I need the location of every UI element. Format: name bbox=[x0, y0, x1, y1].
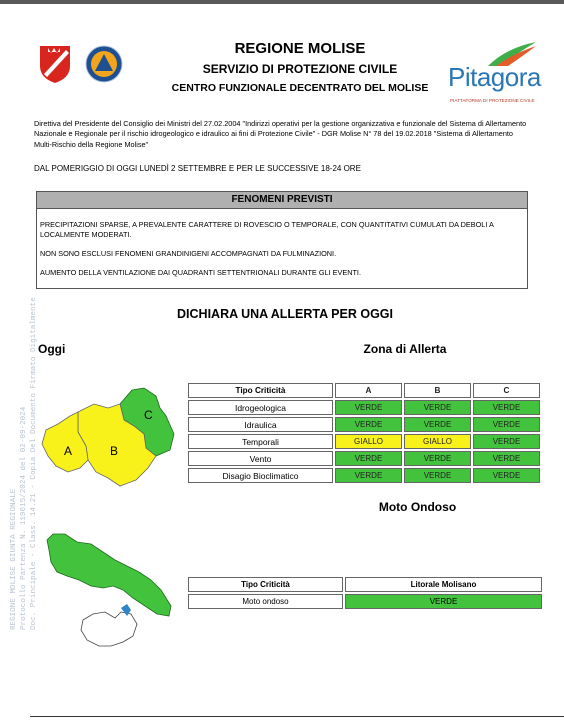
level-cell: VERDE bbox=[473, 468, 540, 483]
pitagora-logo bbox=[448, 40, 542, 110]
table-row bbox=[188, 417, 540, 432]
table-row bbox=[188, 400, 540, 415]
zone-a-label: A bbox=[64, 444, 73, 458]
page-top-border bbox=[0, 0, 564, 4]
level-cell: VERDE bbox=[473, 434, 540, 449]
level-cell: VERDE bbox=[345, 594, 542, 609]
stamp-line-3: Doc. Principale - Class. 14.21 - Copia Del Documento Firmato Digitalmente bbox=[30, 297, 38, 630]
stamp-line-1: REGIONE MOLISE GIUNTA REGIONALE bbox=[10, 488, 18, 630]
table-row bbox=[188, 451, 540, 466]
row-name: Moto ondoso bbox=[188, 594, 343, 609]
level-cell: VERDE bbox=[335, 451, 402, 466]
table-row bbox=[188, 594, 542, 609]
fenomeno-item: NON SONO ESCLUSI FENOMENI GRANDINIGENI ACCOMPAGNATI DA FULMINAZIONI. bbox=[40, 249, 337, 258]
page-subtitle: SERVIZIO DI PROTEZIONE CIVILE bbox=[202, 62, 398, 76]
allerta-title: DICHIARA UNA ALLERTA PER OGGI bbox=[177, 307, 393, 321]
fenomeni-box bbox=[36, 208, 528, 289]
row-name: Idrogeologica bbox=[188, 400, 333, 415]
level-cell: VERDE bbox=[473, 417, 540, 432]
header-zone-b: B bbox=[404, 383, 471, 398]
criticita-table bbox=[186, 381, 542, 485]
stamp-line-2: Protocollo Partenza N. 119615/2024 del 02-09-2024 bbox=[20, 406, 28, 630]
header-tipo: Tipo Criticità bbox=[188, 577, 343, 592]
page-title: REGIONE MOLISE bbox=[234, 40, 366, 57]
level-cell: VERDE bbox=[404, 417, 471, 432]
pitagora-wordmark: Pitagora bbox=[448, 62, 541, 92]
level-cell: GIALLO bbox=[404, 434, 471, 449]
zone-c-label: C bbox=[144, 408, 153, 422]
validity-period: DAL POMERIGGIO DI OGGI LUNEDÌ 2 SETTEMBRE E PER LE SUCCESSIVE 18-24 ORE bbox=[34, 164, 361, 173]
fenomeno-item: AUMENTO DELLA VENTILAZIONE DAI QUADRANTI SETTENTRIONALI DURANTE GLI EVENTI. bbox=[40, 268, 361, 277]
header-zone-a: A bbox=[335, 383, 402, 398]
header-litorale: Litorale Molisano bbox=[345, 577, 542, 592]
table-row bbox=[188, 468, 540, 483]
table-header-row bbox=[188, 383, 540, 398]
molise-coat-of-arms-icon bbox=[38, 44, 72, 84]
page-bottom-rule bbox=[30, 716, 564, 717]
level-cell: VERDE bbox=[335, 417, 402, 432]
level-cell: VERDE bbox=[404, 400, 471, 415]
pitagora-tagline: PIATTAFORMA DI PROTEZIONE CIVILE bbox=[450, 98, 535, 103]
header-tipo: Tipo Criticità bbox=[188, 383, 333, 398]
level-cell: VERDE bbox=[473, 400, 540, 415]
header-zone-c: C bbox=[473, 383, 540, 398]
table-header-row bbox=[188, 577, 542, 592]
oggi-label: Oggi bbox=[38, 342, 66, 356]
level-cell: VERDE bbox=[473, 451, 540, 466]
moto-ondoso-table bbox=[186, 575, 544, 611]
fenomeno-item: PRECIPITAZIONI SPARSE, A PREVALENTE CARATTERE DI ROVESCIO O TEMPORALE, CON QUANTITATIVI CUMULATI DA DEBOLI A LOCALMENTE MODERATI. bbox=[40, 220, 494, 239]
coastline-map bbox=[43, 528, 173, 651]
zone-b-label: B bbox=[110, 444, 119, 458]
coastal-area bbox=[47, 534, 171, 616]
alert-zones-map bbox=[38, 386, 178, 488]
row-name: Idraulica bbox=[188, 417, 333, 432]
directive-text: Direttiva del Presidente del Consiglio dei Ministri del 27.02.2004 "Indirizzi operativi per la gestione organizzativa e funzionale del Sistema di Allertamento Nazionale e Regionale per il rischio idrogeologico e idraulico ai fini di Protezione Civile" - DGR Molise N° 78 del 19.02.2018 "Sistema di Allertamento Multi-Rischio della Regione Molise" bbox=[34, 119, 527, 149]
level-cell: GIALLO bbox=[335, 434, 402, 449]
moto-ondoso-title: Moto Ondoso bbox=[378, 500, 457, 514]
row-name: Disagio Bioclimatico bbox=[188, 468, 333, 483]
protezione-civile-logo-icon bbox=[85, 45, 123, 83]
level-cell: VERDE bbox=[335, 468, 402, 483]
inland-outline bbox=[81, 612, 137, 646]
level-cell: VERDE bbox=[404, 468, 471, 483]
zona-allerta-title: Zona di Allerta bbox=[363, 342, 447, 356]
level-cell: VERDE bbox=[335, 400, 402, 415]
level-cell: VERDE bbox=[404, 451, 471, 466]
fenomeni-heading: FENOMENI PREVISTI bbox=[36, 191, 528, 209]
table-row bbox=[188, 434, 540, 449]
centre-title: CENTRO FUNZIONALE DECENTRATO DEL MOLISE bbox=[171, 82, 429, 94]
row-name: Temporali bbox=[188, 434, 333, 449]
row-name: Vento bbox=[188, 451, 333, 466]
